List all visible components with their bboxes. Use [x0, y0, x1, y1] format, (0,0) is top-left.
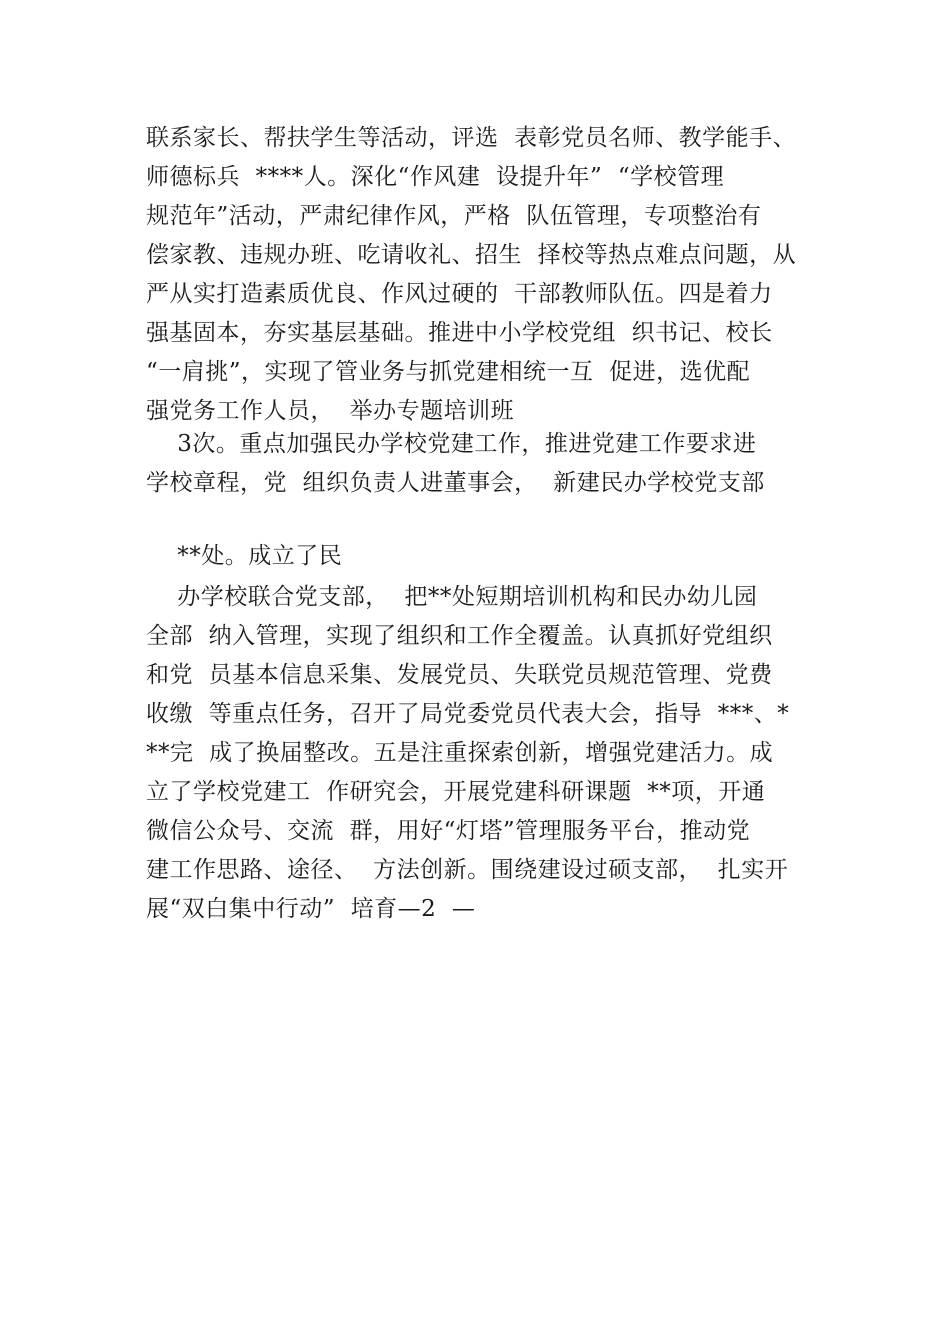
text-line: 偿家教、违规办班、吃请收礼、招生 择校等热点难点问题，从 [146, 242, 797, 268]
text-line: 收缴 等重点任务，召开了局党委党员代表大会，指导 ***、* [146, 701, 790, 727]
text-line: 规范年”活动，严肃纪律作风，严格 队伍管理，专项整治有 [146, 203, 762, 229]
text-line: **完 成了换届整改。五是注重探索创新，增强党建活力。成 [146, 740, 774, 766]
text-line: 联系家长、帮扶学生等活动，评选 表彰党员名师、教学能手、 [146, 125, 797, 151]
text-line: 立了学校党建工 作研究会，开展党建科研课题 **项，开通 [146, 779, 766, 805]
text-line: 强基固本，夯实基层基础。推进中小学校党组 织书记、校长 [146, 320, 773, 346]
text-line: 展“双白集中行动” 培育—2 — [146, 896, 476, 922]
text-line: 师德标兵 ****人。深化“作风建 设提升年” “学校管理 [146, 164, 725, 190]
text-line: 办学校联合党支部， 把**处短期培训机构和民办幼儿园 [146, 584, 758, 610]
text-line: 建工作思路、途径、 方法创新。围绕建设过硕支部， 扎实开 [146, 857, 789, 883]
text-line: **处。成立了民 [146, 543, 343, 569]
text-line: 3次。重点加强民办学校党建工作，推进党建工作要求进 [146, 431, 757, 457]
text-line: 全部 纳入管理，实现了组织和工作全覆盖。认真抓好党组织 [146, 623, 773, 649]
text-line: 微信公众号、交流 群，用好“灯塔”管理服务平台，推动党 [146, 818, 751, 844]
text-line: “一肩挑”，实现了管业务与抓党建相统一互 促进，选优配 [146, 359, 751, 385]
text-line: 强党务工作人员， 举办专题培训班 [146, 398, 515, 424]
text-line: 和党 员基本信息采集、发展党员、失联党员规范管理、党费 [146, 662, 773, 688]
text-line: 学校章程，党 组织负责人进董事会， 新建民办学校党支部 [146, 470, 765, 496]
text-line: 严从实打造素质优良、作风过硬的 干部教师队伍。四是着力 [146, 281, 773, 307]
